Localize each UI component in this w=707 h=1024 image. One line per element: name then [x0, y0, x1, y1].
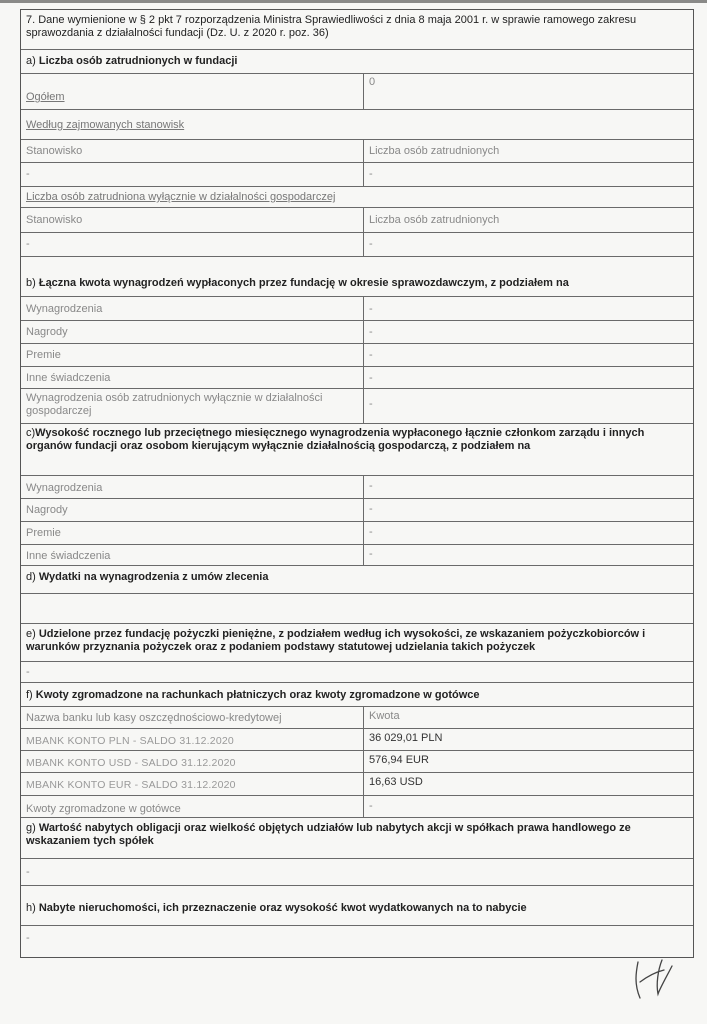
b-row-label: Premie — [21, 344, 364, 366]
heading-f: f) Kwoty zgromadzone na rachunkach płatniczych oraz kwoty zgromadzone w gotówce — [26, 689, 480, 701]
b-row-value: - — [369, 372, 373, 384]
account-amount: 16,63 USD — [369, 776, 423, 788]
empty-cell: - — [21, 233, 364, 256]
c-row — [21, 522, 693, 545]
cash-value: - — [369, 800, 373, 812]
section-title-row — [21, 10, 693, 50]
b-row-label: Inne świadczenia — [21, 367, 364, 388]
cash-label: Kwoty zgromadzone w gotówce — [21, 796, 364, 817]
heading-g-row — [21, 818, 693, 859]
heading-a-row — [21, 50, 693, 74]
account-amount: 576,94 EUR — [369, 754, 429, 766]
total-label: Ogółem — [26, 91, 65, 103]
account-name: MBANK KONTO USD - SALDO 31.12.2020 — [21, 751, 364, 772]
account-amount: 36 029,01 PLN — [369, 732, 443, 744]
b-row-value: - — [369, 398, 373, 410]
signature-initials-icon — [628, 954, 678, 1002]
b-row-label: Wynagrodzenia — [21, 297, 364, 320]
f-cash-row — [21, 796, 693, 818]
c-row-value: - — [369, 503, 373, 515]
h-value-row — [21, 926, 693, 957]
b-row-value: - — [369, 349, 373, 361]
total-row — [21, 74, 693, 110]
heading-e-row — [21, 624, 693, 662]
empty-cell: - — [369, 238, 373, 250]
heading-h-row — [21, 886, 693, 926]
f-account-row — [21, 729, 693, 751]
position-empty-row — [21, 163, 693, 187]
b-row — [21, 321, 693, 344]
business-empty-row — [21, 233, 693, 257]
col-position: Stanowisko — [21, 208, 364, 232]
g-value-row — [21, 859, 693, 886]
b-row — [21, 367, 693, 389]
d-value-row — [21, 594, 693, 624]
section-title: 7. Dane wymienione w § 2 pkt 7 rozporządzenia Ministra Sprawiedliwości z dnia 8 maja 2001 r. w sprawie ramowego zakresu sprawozdania z działalności fundacji (Dz. U. z 2020 r. poz. 36) — [26, 14, 637, 39]
col-amount: Kwota — [369, 710, 400, 722]
page-top-edge — [0, 0, 707, 3]
section-7-table — [20, 9, 694, 958]
col-count: Liczba osób zatrudnionych — [369, 145, 500, 157]
c-row-label: Nagrody — [21, 499, 364, 521]
heading-b: b) Łączna kwota wynagrodzeń wypłaconych przez fundację w okresie sprawozdawczym, z podziałem na — [26, 277, 569, 289]
heading-d-row — [21, 566, 693, 594]
f-account-row — [21, 751, 693, 773]
col-count: Liczba osób zatrudnionych — [369, 214, 500, 226]
f-account-row — [21, 773, 693, 796]
b-row — [21, 344, 693, 367]
b-row-label: Wynagrodzenia osób zatrudnionych wyłącznie w działalności gospodarczej — [21, 389, 364, 423]
c-row-value: - — [369, 526, 373, 538]
c-row — [21, 545, 693, 566]
account-name: MBANK KONTO EUR - SALDO 31.12.2020 — [21, 773, 364, 795]
g-value: - — [26, 866, 30, 878]
by-position-row — [21, 110, 693, 140]
business-row — [21, 187, 693, 208]
heading-e: e) Udzielone przez fundację pożyczki pieniężne, z podziałem według ich wysokości, ze wskazaniem pożyczkobiorców i warunków przyznania pożyczek oraz z podaniem podstawy statutowej udzielania takich pożyczek — [26, 628, 646, 653]
total-value: 0 — [369, 76, 376, 88]
c-row-label: Premie — [21, 522, 364, 544]
heading-a: a) Liczba osób zatrudnionych w fundacji — [26, 55, 238, 67]
c-row-label: Inne świadczenia — [21, 545, 364, 565]
heading-c: c)Wysokość rocznego lub przeciętnego miesięcznego wynagrodzenia wypłaconego łącznie członkom zarządu i innych organów fundacji oraz osobom kierującym wyłącznie działalnością gospodarczą, z podziałem na — [26, 427, 645, 452]
e-value: - — [26, 666, 30, 678]
e-value-row — [21, 662, 693, 683]
c-row-value: - — [369, 548, 373, 560]
heading-f-row — [21, 683, 693, 707]
b-row-label: Nagrody — [21, 321, 364, 343]
business-header-row — [21, 208, 693, 233]
c-row — [21, 476, 693, 499]
heading-c-row — [21, 424, 693, 476]
col-bank: Nazwa banku lub kasy oszczędnościowo-kredytowej — [21, 707, 364, 728]
b-row — [21, 297, 693, 321]
c-row-label: Wynagrodzenia — [21, 476, 364, 498]
b-row — [21, 389, 693, 424]
account-name: MBANK KONTO PLN - SALDO 31.12.2020 — [21, 729, 364, 750]
col-position: Stanowisko — [21, 140, 364, 162]
d-value — [21, 594, 693, 623]
b-row-value: - — [369, 326, 373, 338]
heading-h: h) Nabyte nieruchomości, ich przeznaczenie oraz wysokość kwot wydatkowanych na to nabycie — [26, 902, 527, 914]
total-label-cell — [21, 74, 364, 109]
b-row-value: - — [369, 303, 373, 315]
by-position-label: Według zajmowanych stanowisk — [26, 119, 185, 131]
f-header-row — [21, 707, 693, 729]
heading-d: d) Wydatki na wynagrodzenia z umów zlecenia — [26, 571, 269, 583]
business-label: Liczba osób zatrudniona wyłącznie w działalności gospodarczej — [26, 191, 336, 203]
h-value: - — [26, 932, 30, 944]
c-row — [21, 499, 693, 522]
position-header-row — [21, 140, 693, 163]
heading-g: g) Wartość nabytych obligacji oraz wielkość objętych udziałów lub nabytych akcji w spółkach prawa handlowego ze wskazaniem tych spółek — [26, 822, 631, 847]
empty-cell: - — [21, 163, 364, 186]
c-row-value: - — [369, 480, 373, 492]
empty-cell: - — [369, 168, 373, 180]
heading-b-row — [21, 257, 693, 297]
